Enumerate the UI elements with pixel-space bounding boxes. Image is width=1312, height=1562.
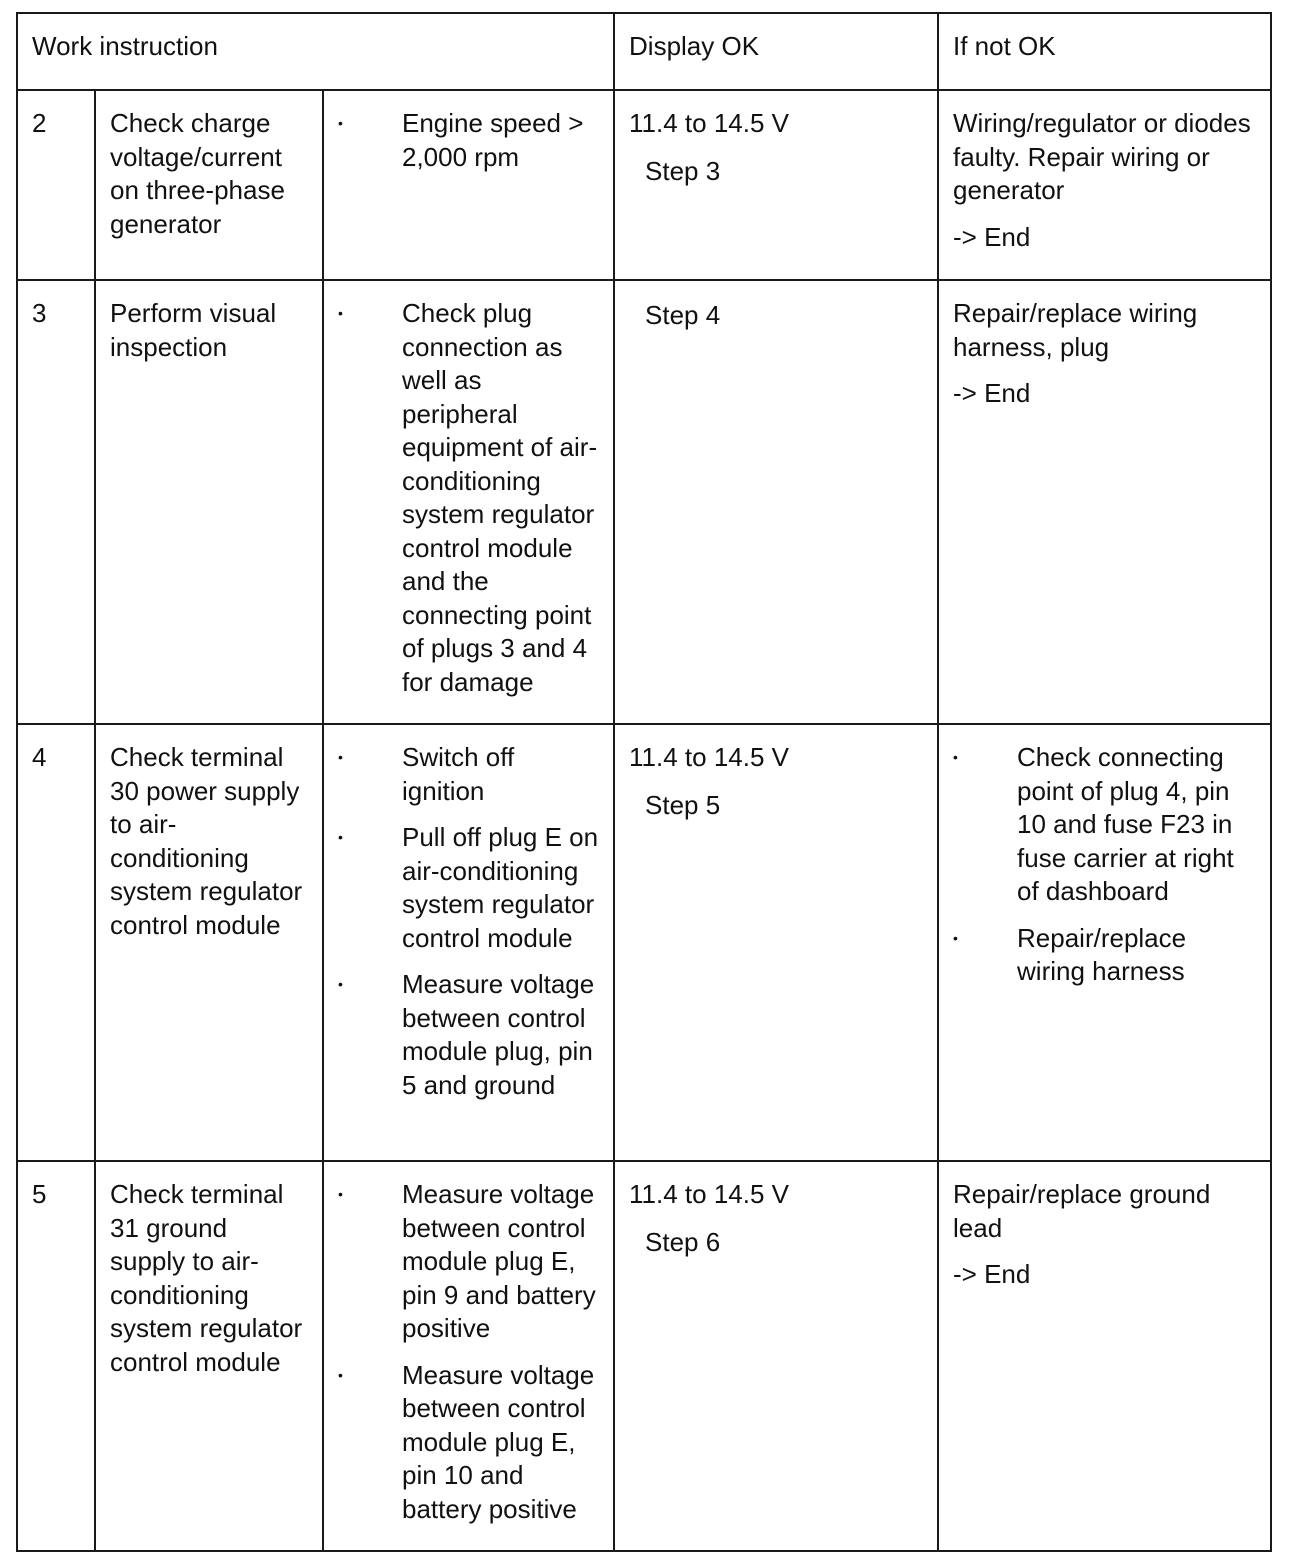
step-actions-cell (323, 90, 614, 280)
table-row (17, 724, 1271, 1161)
step-number-cell (17, 1161, 95, 1551)
header-work-instruction (17, 13, 614, 90)
display-value: 11.4 to 14.5 V (629, 1179, 789, 1209)
display-ok-cell (614, 280, 938, 724)
table-row (17, 90, 1271, 280)
work-instruction-table (16, 12, 1272, 1552)
step-actions-cell (323, 280, 614, 724)
step-title-cell (95, 90, 323, 280)
action-list (324, 725, 613, 1102)
step-number: 3 (32, 298, 47, 328)
header-work-instruction-label: Work instruction (32, 31, 218, 61)
header-if-not-ok-label: If not OK (953, 31, 1056, 61)
list-item (324, 968, 603, 1102)
action-text: Pull off plug E on air-conditioning system regulator control module (402, 822, 599, 953)
list-item (324, 107, 603, 174)
bullet-icon: • (338, 749, 343, 765)
action-list (324, 281, 613, 699)
display-value: 11.4 to 14.5 V (629, 108, 789, 138)
bullet-icon: • (338, 115, 343, 131)
table-header-row (17, 13, 1271, 90)
action-text: Check plug connection as well as peripheral equipment of air-conditioning system regulator control module and the connecting point of plugs 3 and 4 for damage (402, 298, 598, 697)
step-number-cell (17, 724, 95, 1161)
bullet-icon: • (338, 1366, 343, 1383)
list-item (324, 1359, 603, 1527)
display-ok-cell (614, 90, 938, 280)
step-title: Perform visual inspection (110, 298, 277, 362)
list-item (324, 297, 603, 699)
if-not-ok-text: Wiring/regulator or diodes faulty. Repair wiring or generator (953, 108, 1251, 205)
action-text: Measure voltage between control module plug E, pin 9 and battery positive (402, 1179, 596, 1343)
header-if-not-ok (938, 13, 1271, 90)
step-title-cell (95, 280, 323, 724)
bullet-icon: • (953, 749, 958, 765)
end-marker: -> End (953, 1259, 1031, 1289)
display-value: 11.4 to 14.5 V (629, 742, 789, 772)
bullet-icon: • (953, 929, 958, 946)
if-not-ok-list (939, 725, 1270, 989)
step-number-cell (17, 90, 95, 280)
action-text: Measure voltage between control module plug E, pin 10 and battery positive (402, 1359, 595, 1524)
bullet-icon: • (338, 305, 343, 321)
step-actions-cell (323, 1161, 614, 1551)
next-step: Step 5 (645, 789, 721, 820)
end-marker: -> End (953, 378, 1031, 408)
step-title: Check terminal 30 power supply to air-conditioning system regulator control module (110, 742, 303, 940)
list-item (324, 1178, 603, 1346)
bullet-icon: • (338, 829, 343, 845)
if-not-ok-text: Repair/replace wiring harness (1017, 922, 1187, 986)
end-marker: -> End (953, 221, 1031, 252)
header-display-ok-label: Display OK (629, 31, 760, 61)
table-row (17, 280, 1271, 724)
display-ok-cell (614, 1161, 938, 1551)
action-list (324, 91, 613, 174)
step-actions-cell (323, 724, 614, 1161)
table-row (17, 1161, 1271, 1551)
display-ok-cell (614, 724, 938, 1161)
bullet-icon: • (338, 1186, 343, 1202)
next-step: Step 6 (645, 1226, 721, 1257)
list-item (324, 821, 603, 955)
if-not-ok-text: Check connecting point of plug 4, pin 10 and fuse F23 in fuse carrier at right of dashboard (1017, 742, 1234, 906)
step-number: 5 (32, 1179, 47, 1209)
if-not-ok-cell (938, 90, 1271, 280)
if-not-ok-cell (938, 1161, 1271, 1551)
if-not-ok-cell (938, 724, 1271, 1161)
header-display-ok (614, 13, 938, 90)
list-item (939, 922, 1260, 989)
action-list (324, 1162, 613, 1526)
step-title: Check terminal 31 ground supply to air-conditioning system regulator control module (110, 1179, 303, 1377)
step-number: 2 (32, 108, 47, 138)
step-title-cell (95, 724, 323, 1161)
list-item (939, 741, 1260, 909)
step-title: Check charge voltage/current on three-phase generator (110, 108, 285, 239)
next-step: Step 3 (645, 155, 721, 186)
list-item (324, 741, 603, 808)
step-number-cell (17, 280, 95, 724)
next-step: Step 4 (645, 300, 721, 330)
if-not-ok-text: Repair/replace ground lead (953, 1179, 1211, 1243)
if-not-ok-cell (938, 280, 1271, 724)
action-text: Measure voltage between control module plug, pin 5 and ground (402, 969, 595, 1100)
step-number: 4 (32, 742, 47, 772)
bullet-icon: • (338, 976, 343, 992)
action-text: Engine speed > 2,000 rpm (402, 108, 584, 172)
action-text: Switch off ignition (402, 742, 515, 806)
if-not-ok-text: Repair/replace wiring harness, plug (953, 298, 1198, 362)
step-title-cell (95, 1161, 323, 1551)
